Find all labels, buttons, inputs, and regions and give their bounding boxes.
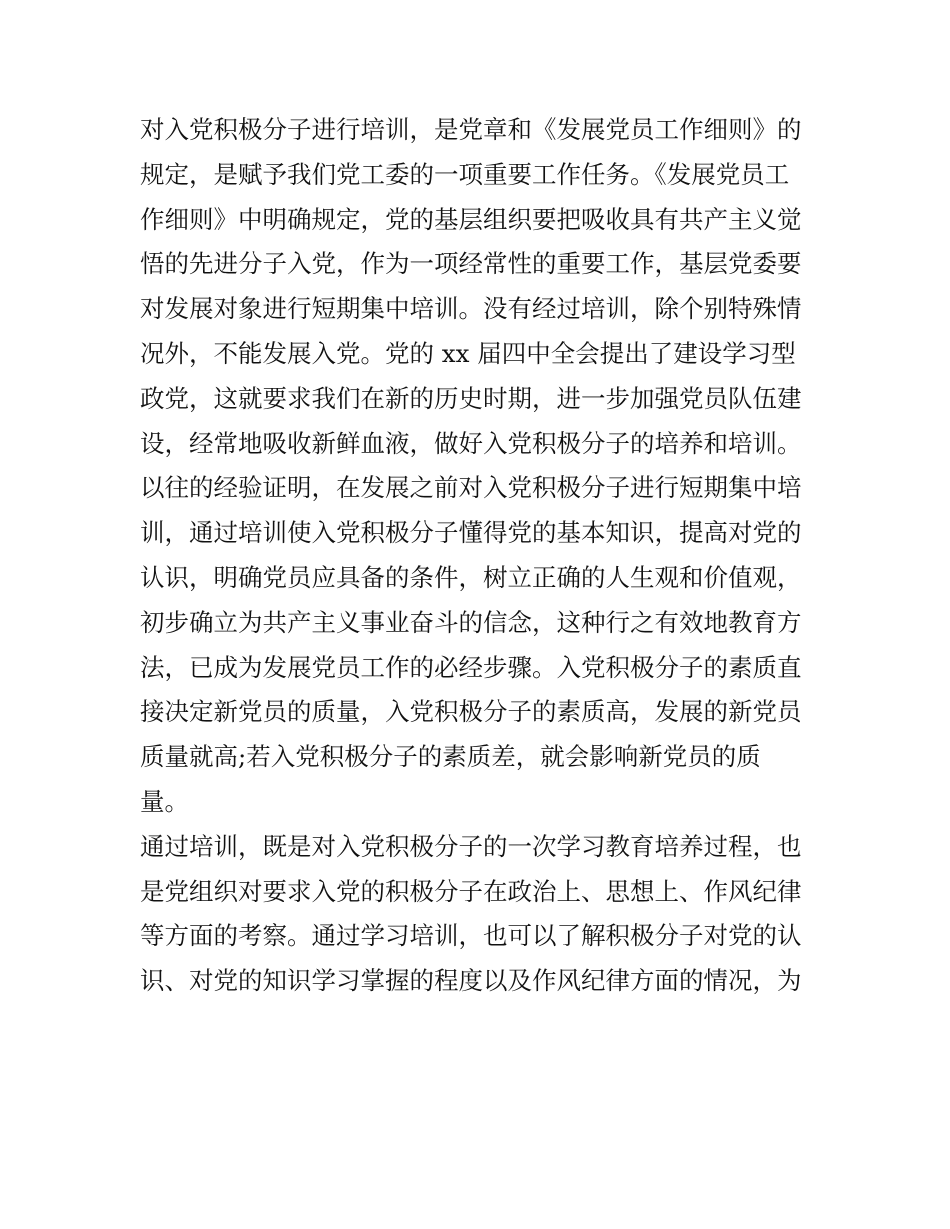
paragraph-1-line-8: 设，经常地吸收新鲜血液，做好入党积极分子的培养和培训。 bbox=[140, 428, 802, 458]
paragraph-1-line-9: 以往的经验证明，在发展之前对入党积极分子进行短期集中培 bbox=[140, 473, 802, 503]
paragraph-1-line-16: 量。 bbox=[140, 786, 189, 816]
paragraph-1-line-15: 质量就高;若入党积极分子的素质差，就会影响新党员的质 bbox=[140, 742, 761, 772]
paragraph-1-line-3: 作细则》中明确规定，党的基层组织要把吸收具有共产主义觉 bbox=[140, 204, 802, 234]
paragraph-1-line-7: 政党，这就要求我们在新的历史时期，进一步加强党员队伍建 bbox=[140, 383, 802, 413]
paragraph-1-line-11: 认识，明确党员应具备的条件，树立正确的人生观和价值观， bbox=[140, 562, 802, 592]
paragraph-2-line-2: 是党组织对要求入党的积极分子在政治上、思想上、作风纪律 bbox=[140, 876, 802, 906]
paragraph-1-line-5: 对发展对象进行短期集中培训。没有经过培训，除个别特殊情 bbox=[140, 294, 802, 324]
paragraph-1-line-6: 况外，不能发展入党。党的 xx 届四中全会提出了建设学习型 bbox=[140, 338, 796, 368]
document-body bbox=[140, 108, 820, 1004]
paragraph-1-line-1: 对入党积极分子进行培训，是党章和《发展党员工作细则》的 bbox=[140, 115, 802, 144]
paragraph-2-line-4: 识、对党的知识学习掌握的程度以及作风纪律方面的情况，为 bbox=[140, 966, 802, 996]
paragraph-2-line-1: 通过培训，既是对入党积极分子的一次学习教育培养过程，也 bbox=[140, 831, 802, 861]
paragraph-1-line-14: 接决定新党员的质量，入党积极分子的素质高，发展的新党员 bbox=[140, 697, 802, 727]
paragraph-2-line-3: 等方面的考察。通过学习培训，也可以了解积极分子对党的认 bbox=[140, 921, 802, 951]
paragraph-2 bbox=[140, 825, 820, 1004]
paragraph-1-line-12: 初步确立为共产主义事业奋斗的信念，这种行之有效地教育方 bbox=[140, 607, 802, 637]
paragraph-1-line-2: 规定，是赋予我们党工委的一项重要工作任务。《发展党员工 bbox=[140, 159, 790, 189]
paragraph-1-line-10: 训，通过培训使入党积极分子懂得党的基本知识，提高对党的 bbox=[140, 518, 802, 548]
paragraph-1-line-4: 悟的先进分子入党，作为一项经常性的重要工作，基层党委要 bbox=[140, 249, 802, 279]
paragraph-1 bbox=[140, 108, 820, 825]
paragraph-1-line-13: 法，已成为发展党员工作的必经步骤。入党积极分子的素质直 bbox=[140, 652, 802, 682]
